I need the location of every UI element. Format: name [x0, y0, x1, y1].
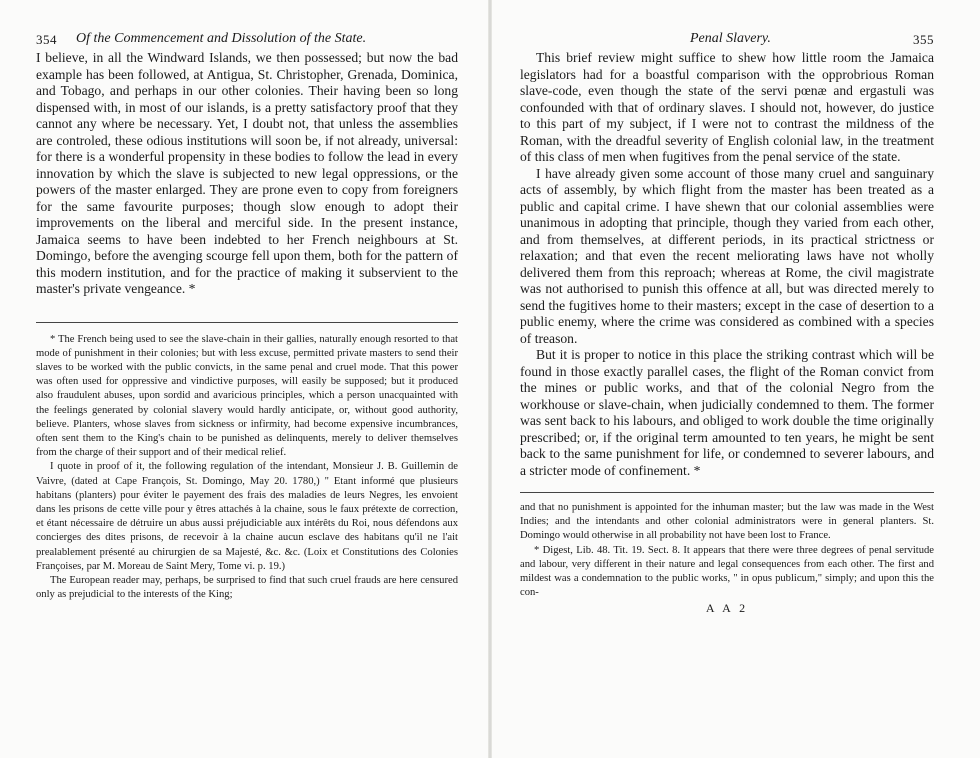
- running-header: [520, 30, 934, 50]
- body-paragraph: This brief review might suffice to shew how little room the Jamaica legislators had for a boastful comparison with the opprobrious Roman slave-code, even though the state of the servi pœnæ and ergastuli was confounded with that of ordinary slaves. I should not, however, do justice to this part of my subject, if I were not to contrast the mildness of the Roman, with the dreadful severity of English colonial law, in the treatment of this class of men when fugitives from the penal service of the state.: [520, 50, 934, 164]
- footnotes: [36, 333, 458, 603]
- signature-mark: A A 2: [705, 601, 749, 616]
- page-number: 355: [913, 32, 934, 47]
- main-text: [520, 50, 934, 479]
- footnote-paragraph: The European reader may, perhaps, be surprised to find that such cruel frauds are here censured only as prejudicial to the interests of the King;: [36, 574, 458, 601]
- body-paragraph: But it is proper to notice in this place the striking contrast which will be found in those exactly parallel cases, the flight of the Roman convict from the mines or public works, and that of the colonial Negro from the workhouse or slave-chain, when judicially condemned to them. The former was sent back to his labours, and obliged to work double the time originally prescribed; or, if the original term amounted to ten years, he might be sent back to the same punishment for life, or condemned to severer labours, and a stricter mode of confinement. *: [520, 347, 934, 478]
- footnote-rule: [520, 492, 934, 493]
- running-header: [36, 30, 458, 50]
- body-paragraph: I believe, in all the Windward Islands, we then possessed; but now the bad example has been followed, at Antigua, St. Christopher, Grenada, Dominica, and Tobago, and perhaps in our other colonies. Their having been so long dispensed with, in most of our islands, is a pretty satisfactory proof that they cannot any where be necessary. Yet, I doubt not, that unless the assemblies are controled, these odious institutions will soon be, if not already, universal: for there is a wonderful propensity in these bodies to follow the lead in every innovation by which the slave is subjected to new legal oppressions, or the powers of the master enlarged. They are prone even to copy from foreigners for the same favourite purposes; though slow enough to adopt their improvements on the liberal and merciful side. In the present instance, Jamaica seems to have been indebted to her French neighbours at St. Domingo, before the avenging scourge fell upon them, both for the pattern of this modern institution, and for the practice of making it subservient to the master's private vengeance. *: [36, 50, 458, 296]
- page-number: 354: [36, 32, 57, 47]
- footnote-paragraph: and that no punishment is appointed for the inhuman master; but the law was made in the West Indies; and the intendants and other colonial administrators were in general planters. St. Domingo would otherwise in all probability not have been lost to France.: [520, 502, 934, 542]
- running-title: Penal Slavery.: [690, 31, 771, 46]
- running-title: Of the Commencement and Dissolution of the State.: [76, 31, 367, 46]
- right-page: [490, 0, 980, 758]
- footnote-paragraph: I quote in proof of it, the following regulation of the intendant, Monsieur J. B. Guillemin de Vaivre, (dated at Cape François, St. Domingo, May 20. 1780,) " Etant informé que plusieurs habitans (planters) pour éviter le payement des frais des maladies de leurs Negres, les envoient dans les prisons de cette ville pour y êtres attachés à la chaine, sous le faux prétexte de correction, et étant nécessaire de détruire un abus aussi préjudiciable aux intérêts du Roi, nous défendons aux concierges des dites prisons, de recevoir à la chaine aucun esclave des habitans qu'il ne l'ait prealablement présenté au chirurgien de sa Majesté, &c. &c. (Loix et Constitutions des Colonies Françoises, par M. Moreau de Saint Mery, Tome vi. p. 19.): [36, 461, 458, 572]
- footnote-paragraph: * Digest, Lib. 48. Tit. 19. Sect. 8. It appears that there were three degrees of penal servitude and labour, very different in their nature and legal consequences from each other. The first and mildest was a condemnation to the public works, " in opus publicum," simply; and upon this the con-: [520, 544, 934, 599]
- footnote-paragraph: * The French being used to see the slave-chain in their gallies, naturally enough resorted to that mode of punishment in their colonies; but with less excuse, permitted private masters to send their slaves to be worked with the public convicts, in the same penal and cruel mode. That this power was often used for oppressive and vindictive purposes, will easily be supposed; but it produced also fraudulent abuses, upon sordid and avaricious principles, which a person unacquainted with the feelings generated by colonial slavery would hardly anticipate, or, without good authority, believe. Planters, whose slaves from sickness or infirmity, had become expensive incumbrances, often sent them to the King's chain to be punished as delinquents, merely to deliver themselves from the charge of their support and of their medical relief.: [36, 333, 458, 459]
- footnotes: [520, 501, 934, 600]
- main-text: [36, 50, 458, 298]
- body-paragraph: I have already given some account of those many cruel and sanguinary acts of assembly, by which flight from the master has been treated as a public and capital crime. I have shewn that our colonial assemblies were unanimous in adopting that principle, though they varied from each other, and from themselves, at different periods, in its practical strictness or relaxation; and that even the recent meliorating laws have not wholly delivered them from this reproach; whereas at Rome, the civil magistrate was not authorised to punish this offence at all, but was directed merely to send the fugitives home to their masters; except in the case of desertion to a public enemy, where the crime was considered as combined with a species of treason.: [520, 165, 934, 346]
- footnote-rule: [36, 322, 458, 323]
